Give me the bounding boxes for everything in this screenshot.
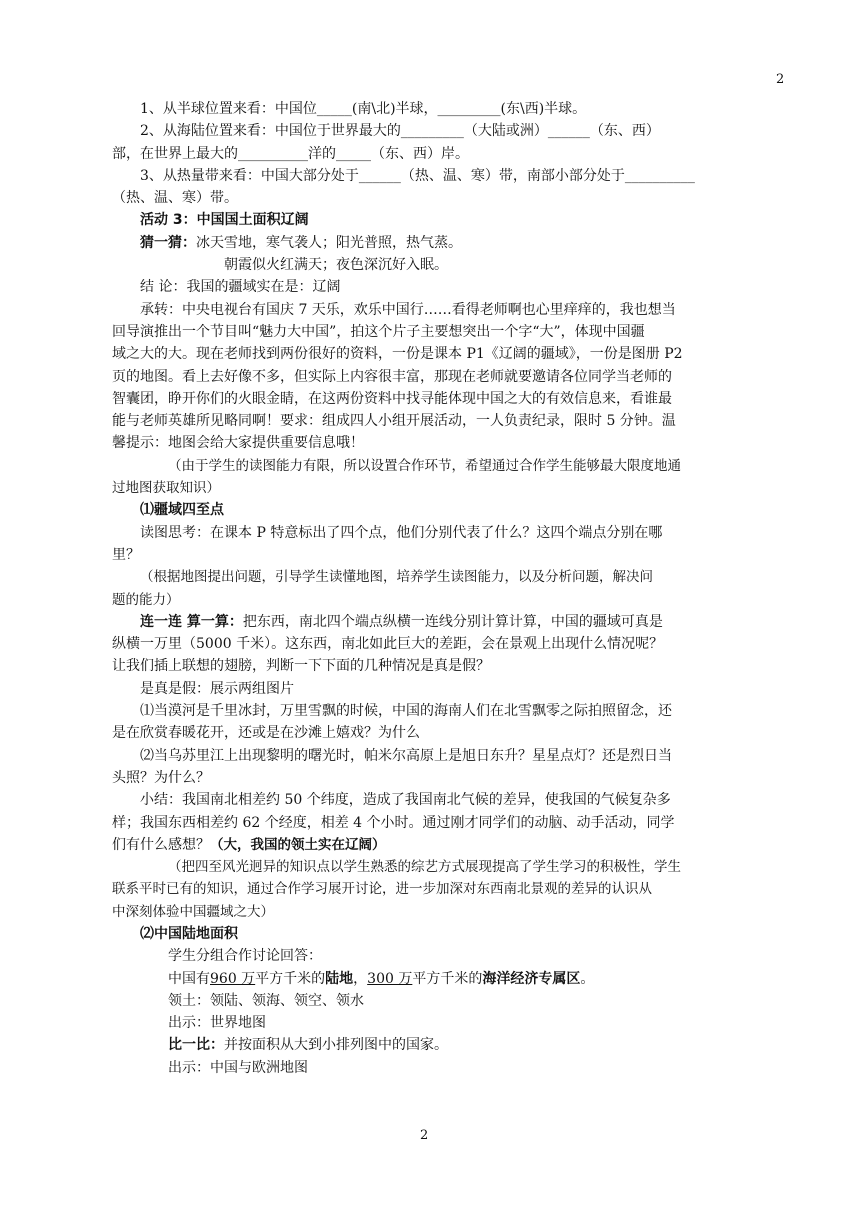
territory-definition: 领土：领陆、领海、领空、领水 <box>168 992 364 1009</box>
document-body <box>112 98 748 1079</box>
conclusion: 结 论：我国的疆域实在是：辽阔 <box>140 279 341 296</box>
compare-label: 比一比： <box>168 1037 224 1054</box>
transition-para-line: 页的地图。看上去好像不多，但实际上内容很丰富，那现在老师就要邀请各位同学当老师的 <box>112 368 672 385</box>
design-note: （根据地图提出问题，引导学生读懂地图，培养学生读图能力，以及分析问题，解决问 <box>140 569 653 586</box>
connect-calc-cont: 纵横一万里（5000 千米）。这东西，南北如此巨大的差距，会在景观上出现什么情况呢？ <box>112 636 664 653</box>
question-hemisphere: 1、从半球位置来看：中国位_____(南\北)半球，_________(东\西)半球。 <box>140 101 587 117</box>
summary-question: 们有什么感想？ <box>112 836 210 853</box>
page-number-top: 2 <box>776 72 785 87</box>
area-facts <box>112 968 748 990</box>
true-false-q1: ⑴当漠河是千里冰封，万里雪飘的时候，中国的海南人们在北雪飘零之际拍照留念，还 <box>140 703 672 720</box>
true-false-q2: ⑵当乌苏里江上出现黎明的曙光时，帕米尔高原上是旭日东升？星星点灯？还是烈日当 <box>140 747 672 764</box>
true-false-intro: 是真是假：展示两组图片 <box>140 680 294 697</box>
transition-para-line: 智囊团，睁开你们的火眼金睛，在这两份资料中找寻能体现中国之大的有效信息来，看谁最 <box>112 390 672 407</box>
land-area-value: 960 万 <box>210 970 256 987</box>
transition-para-line: 能与老师英雄所见略同啊！要求：组成四人小组开展活动，一人负责纪录，限时 5 分钟。温 <box>112 413 676 430</box>
section-heading-extremes: ⑴疆域四至点 <box>140 502 224 519</box>
design-note-cont: 联系平时已有的知识，通过合作学习展开讨论，进一步加深对东西南北景观的差异的认识从 <box>112 881 652 898</box>
show-china-europe-map: 出示：中国与欧洲地图 <box>168 1059 308 1076</box>
transition-para-line: 馨提示：地图会给大家提供重要信息哦！ <box>112 435 364 452</box>
land-term: 陆地 <box>325 970 354 987</box>
design-note-cont: 中深刻体验中国疆域之大） <box>112 903 274 920</box>
summary-cont <box>112 834 748 856</box>
section-heading-land-area: ⑵中国陆地面积 <box>140 925 238 942</box>
connect-calc-cont: 让我们插上联想的翅膀，判断一下下面的几种情况是真是假？ <box>112 658 490 675</box>
transition-para: 承转：中央电视台有国庆 7 天乐，欢乐中国行……看得老师啊也心里痒痒的，我也想当 <box>140 301 676 318</box>
true-false-q2-cont: 头照？为什么？ <box>112 769 210 786</box>
area-text: ， <box>353 970 368 987</box>
connect-calc-text: 把东西，南北四个端点纵横一连线分别计算计算，中国的疆域可真是 <box>242 613 663 630</box>
transition-para-line: 域之大的大。现在老师找到两份很好的资料，一份是课本 P1《辽阔的疆域》，一份是图册 P2 <box>112 346 683 363</box>
design-note: （把四至风光迥异的知识点以学生熟悉的综艺方式展现提高了学生学习的积极性，学生 <box>168 859 681 876</box>
guess-label: 猜一猜： <box>140 234 196 251</box>
question-heat-zone: 3、从热量带来看：中国大部分处于______（热、温、寒）带，南部小部分处于__________ <box>140 167 695 184</box>
guess-text: 冰天雪地，寒气袭人；阳光普照，热气蒸。 <box>196 234 462 251</box>
compare-text: 并按面积从大到小排列图中的国家。 <box>224 1037 448 1054</box>
summary: 小结：我国南北相差约 50 个纬度，造成了我国南北气候的差异，使我国的气候复杂多 <box>140 792 671 809</box>
area-text: 平方千米的 <box>255 970 326 987</box>
guess-line-2: 朝霞似火红满天；夜色深沉好入眠。 <box>224 257 448 274</box>
show-world-map: 出示：世界地图 <box>168 1015 266 1032</box>
design-note-cont: 过地图获取知识） <box>112 480 220 497</box>
area-text: 中国有 <box>168 970 210 987</box>
question-heat-zone-cont: （热、温、寒）带。 <box>112 190 238 207</box>
question-sea-land-cont: 部，在世界上最大的__________洋的_____（东、西）岸。 <box>112 145 469 162</box>
question-sea-land: 2、从海陆位置来看：中国位于世界最大的_________（大陆或洲）______（东、西） <box>140 123 660 140</box>
connect-calc-line <box>112 611 748 633</box>
page-number-bottom: 2 <box>420 1128 429 1143</box>
summary-answer: （大，我国的领土实在辽阔） <box>210 836 386 853</box>
group-discussion: 学生分组合作讨论回答： <box>168 948 322 965</box>
compare-line <box>112 1034 748 1056</box>
summary-cont: 样；我国东西相差约 62 个经度，相差 4 个小时。通过刚才同学们的动脑、动手活动，同学 <box>112 814 675 831</box>
area-text: 平方千米的 <box>412 970 483 987</box>
eez-term: 海洋经济专属区 <box>482 970 581 987</box>
sea-area-value: 300 万 <box>367 970 413 987</box>
design-note: （由于学生的读图能力有限，所以设置合作环节，希望通过合作学生能够最大限度地通 <box>168 457 681 474</box>
read-map-question-cont: 里？ <box>112 546 140 563</box>
read-map-question: 读图思考：在课本 P 特意标出了四个点，他们分别代表了什么？这四个端点分别在哪 <box>140 524 663 541</box>
area-text: 。 <box>580 970 595 987</box>
guess-line <box>112 232 748 254</box>
true-false-q1-cont: 是在欣赏春暖花开，还或是在沙滩上嬉戏？为什么 <box>112 725 420 742</box>
design-note-cont: 题的能力） <box>112 591 180 608</box>
transition-para-line: 回导演推出一个节目叫“魅力大中国”，拍这个片子主要想突出一个字“大”，体现中国疆 <box>112 323 645 340</box>
connect-calc-label: 连一连 算一算： <box>140 613 243 630</box>
activity-heading: 活动 3：中国国土面积辽阔 <box>140 212 309 229</box>
